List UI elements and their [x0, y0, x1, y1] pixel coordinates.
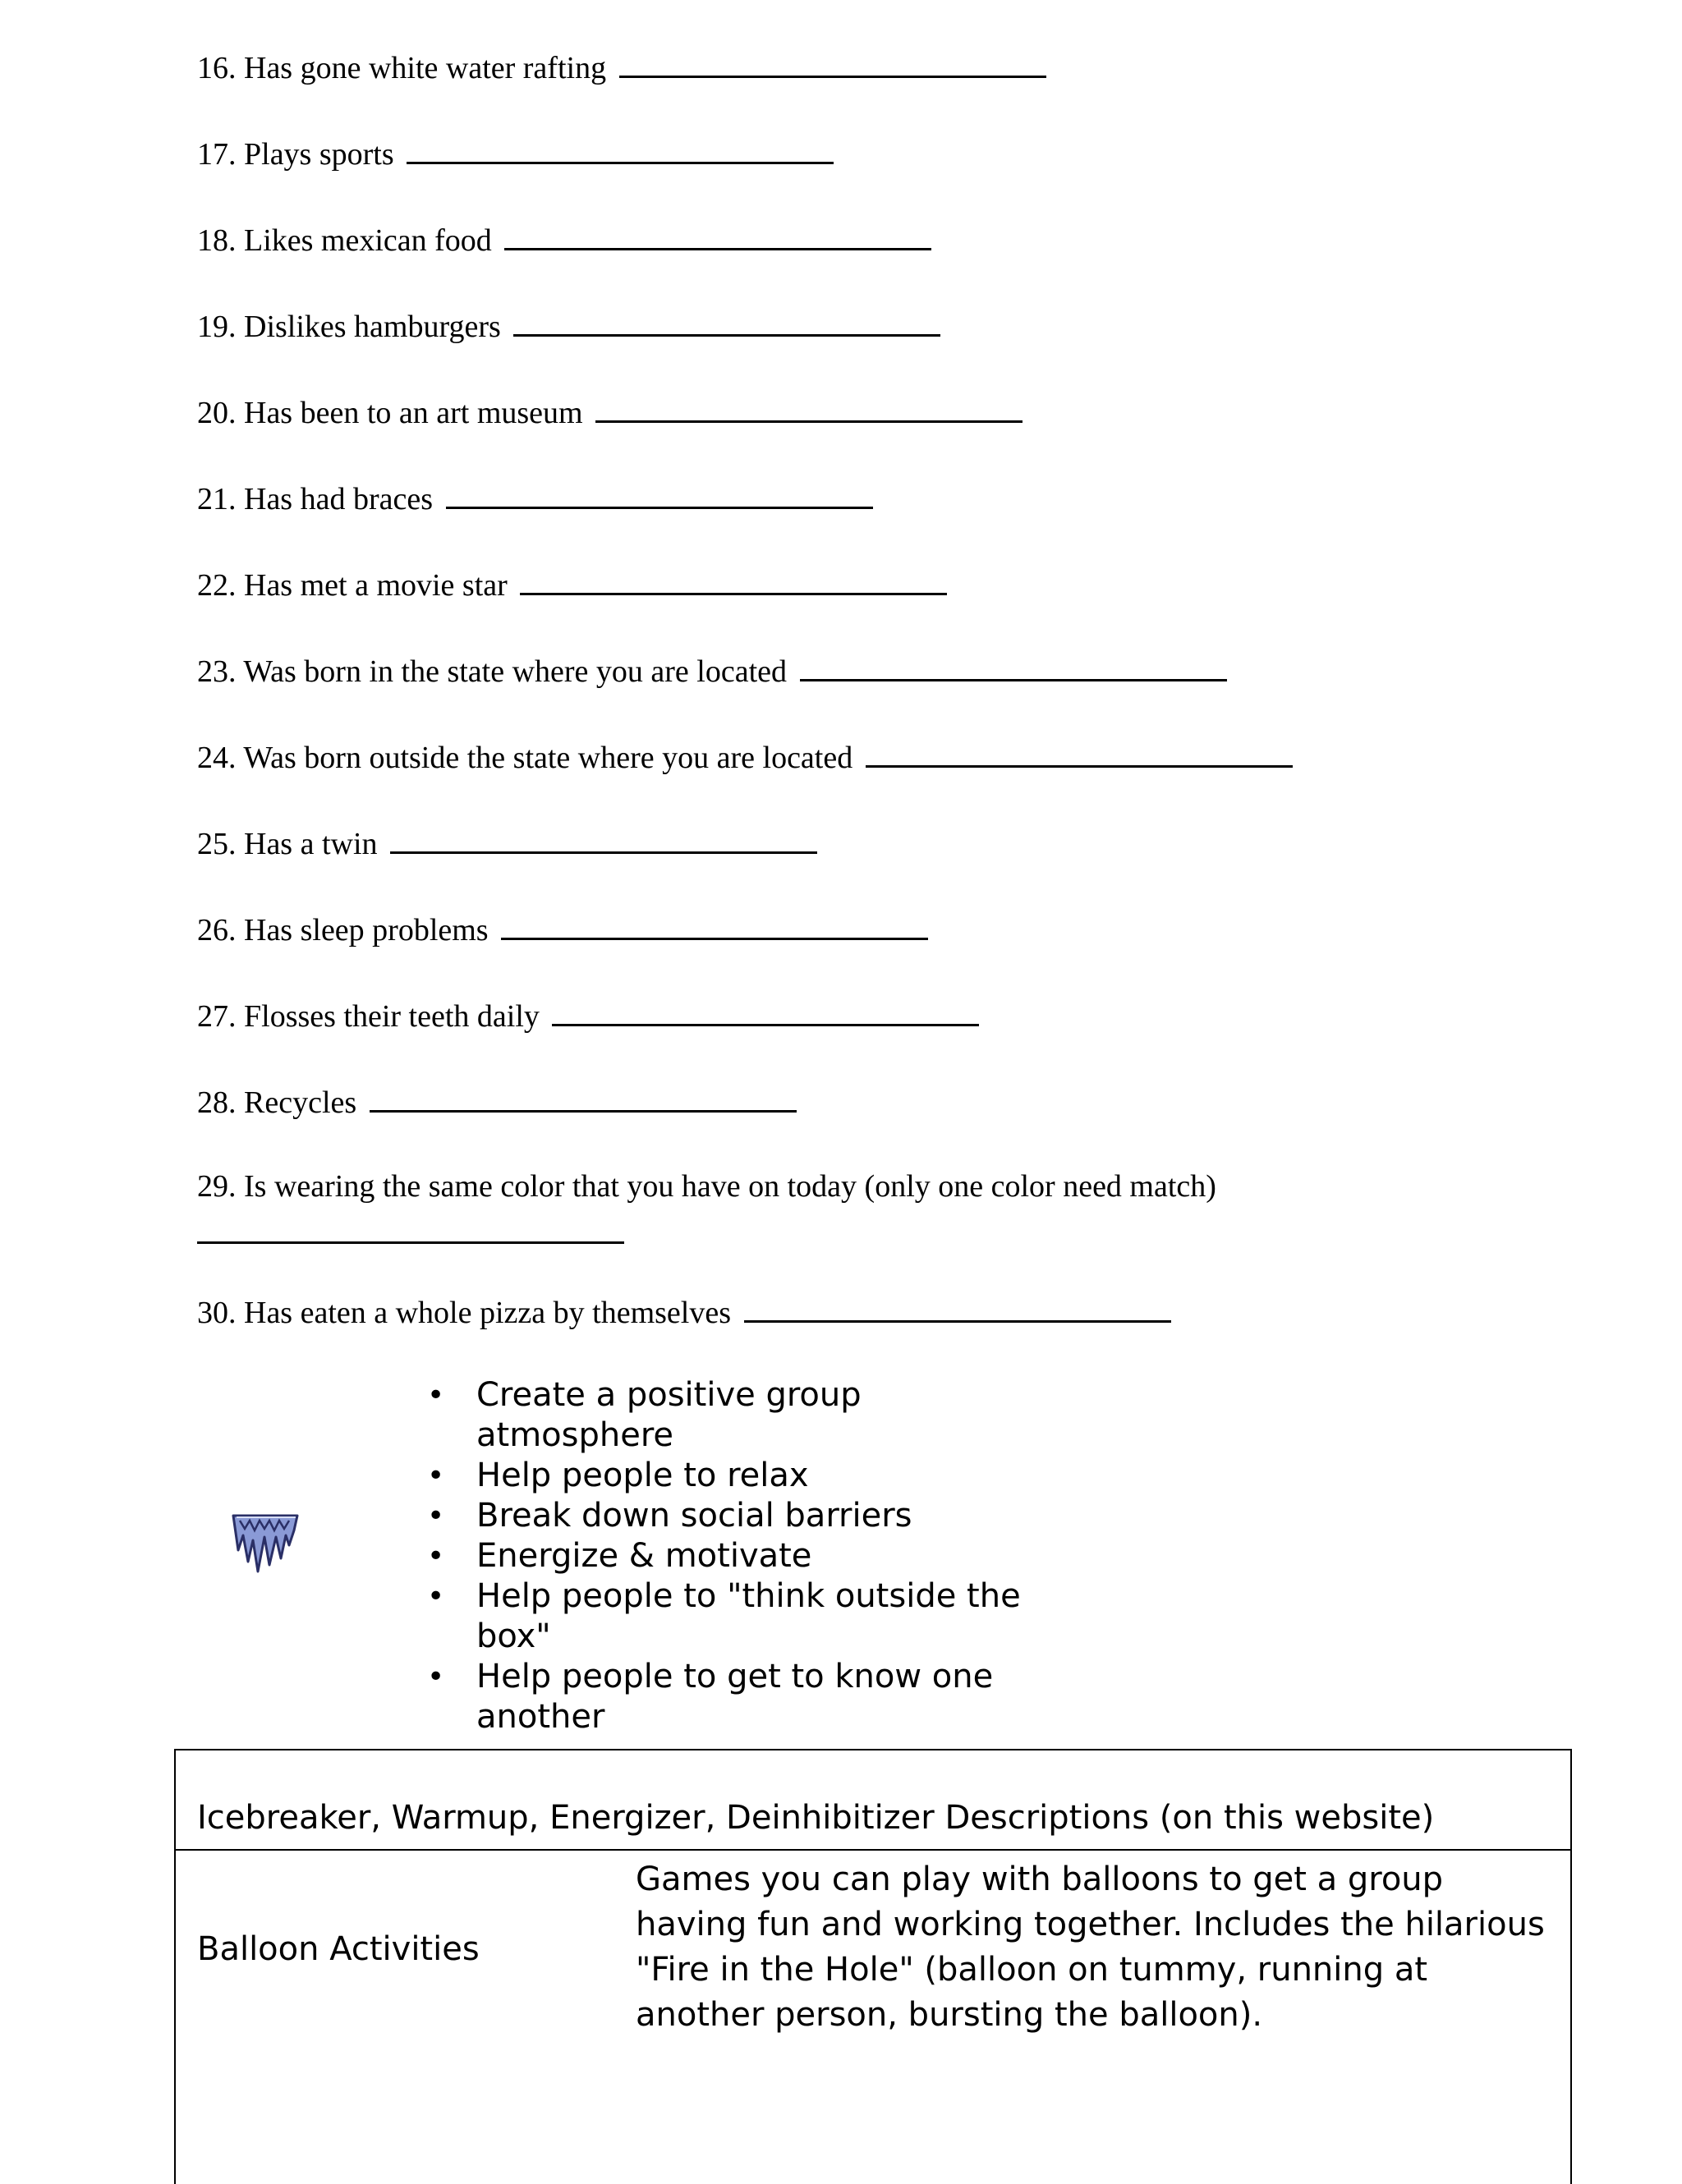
question-number: 17.	[197, 137, 237, 172]
question-text: Flosses their teeth daily	[244, 999, 540, 1034]
question-30	[197, 1292, 1171, 1331]
question-number: 28.	[197, 1085, 237, 1120]
question-18	[197, 220, 931, 259]
question-number: 20.	[197, 396, 237, 430]
answer-blank[interactable]	[800, 651, 1227, 681]
question-16	[197, 48, 1046, 86]
question-number: 26.	[197, 913, 237, 947]
list-item: • Help people to "think outside the box"	[427, 1576, 1051, 1657]
question-19	[197, 306, 940, 345]
list-item: • Help people to get to know one another	[427, 1657, 1051, 1737]
question-text: Has eaten a whole pizza by themselves	[244, 1296, 731, 1330]
list-item: • Energize & motivate	[427, 1536, 1051, 1576]
answer-blank[interactable]	[619, 48, 1046, 78]
list-item: • Create a positive group atmosphere	[427, 1375, 1051, 1456]
activities-table	[174, 1749, 1572, 2184]
question-text: Has been to an art museum	[244, 396, 583, 430]
table-header	[176, 1750, 1570, 1851]
list-item: • Break down social barriers	[427, 1496, 1051, 1536]
question-number: 27.	[197, 999, 237, 1034]
question-number: 21.	[197, 482, 237, 516]
answer-blank[interactable]	[407, 134, 834, 164]
answer-blank[interactable]	[595, 392, 1023, 423]
question-text: Is wearing the same color that you have on today (only one color need match)	[244, 1169, 1216, 1204]
answer-blank[interactable]	[744, 1292, 1171, 1323]
question-number: 19.	[197, 310, 237, 344]
question-number: 22.	[197, 568, 237, 603]
question-21	[197, 479, 873, 517]
question-text: Has a twin	[244, 827, 378, 861]
answer-blank[interactable]	[446, 479, 873, 509]
question-text: Has had braces	[244, 482, 434, 516]
question-20	[197, 392, 1023, 431]
question-text: Has met a movie star	[244, 568, 508, 603]
question-22	[197, 565, 947, 603]
question-17	[197, 134, 834, 172]
question-text: Has gone white water rafting	[244, 51, 607, 85]
answer-blank[interactable]	[866, 737, 1293, 768]
question-text: Likes mexican food	[244, 223, 492, 258]
answer-blank[interactable]	[501, 910, 928, 940]
question-number: 30.	[197, 1296, 237, 1330]
question-24	[197, 737, 1293, 776]
answer-blank[interactable]	[390, 824, 817, 854]
table-row-name: Balloon Activities	[197, 1930, 480, 1968]
question-number: 23.	[197, 654, 237, 689]
answer-blank[interactable]	[504, 220, 931, 250]
question-text: Was born outside the state where you are located	[243, 741, 853, 775]
table-header-title: Icebreaker, Warmup, Energizer, Deinhibitizer Descriptions (on this website)	[197, 1799, 1435, 1837]
question-number: 29.	[197, 1169, 237, 1204]
question-text: Has sleep problems	[244, 913, 489, 947]
answer-blank[interactable]	[520, 565, 947, 595]
question-text: Plays sports	[244, 137, 394, 172]
question-text: Recycles	[244, 1085, 357, 1120]
answer-blank[interactable]	[513, 306, 940, 337]
question-27	[197, 996, 979, 1035]
question-28	[197, 1082, 797, 1121]
list-item: • Help people to relax	[427, 1456, 1051, 1496]
icicle-icon	[232, 1512, 299, 1578]
answer-blank[interactable]	[197, 1241, 624, 1244]
question-text: Was born in the state where you are located	[243, 654, 788, 689]
question-29	[197, 1168, 1216, 1204]
answer-blank[interactable]	[370, 1082, 797, 1113]
question-23	[197, 651, 1227, 690]
purpose-bullet-list	[427, 1375, 1051, 1737]
question-number: 16.	[197, 51, 237, 85]
answer-blank[interactable]	[552, 996, 979, 1026]
question-number: 24.	[197, 741, 237, 775]
question-number: 18.	[197, 223, 237, 258]
question-26	[197, 910, 928, 948]
question-text: Dislikes hamburgers	[244, 310, 501, 344]
question-number: 25.	[197, 827, 237, 861]
question-25	[197, 824, 817, 862]
table-row-description: Games you can play with balloons to get a group having fun and working together. Includes the hilarious "Fire in the Hole" (balloon on tummy, running at another person, bursting the balloon).	[636, 1861, 1545, 2034]
